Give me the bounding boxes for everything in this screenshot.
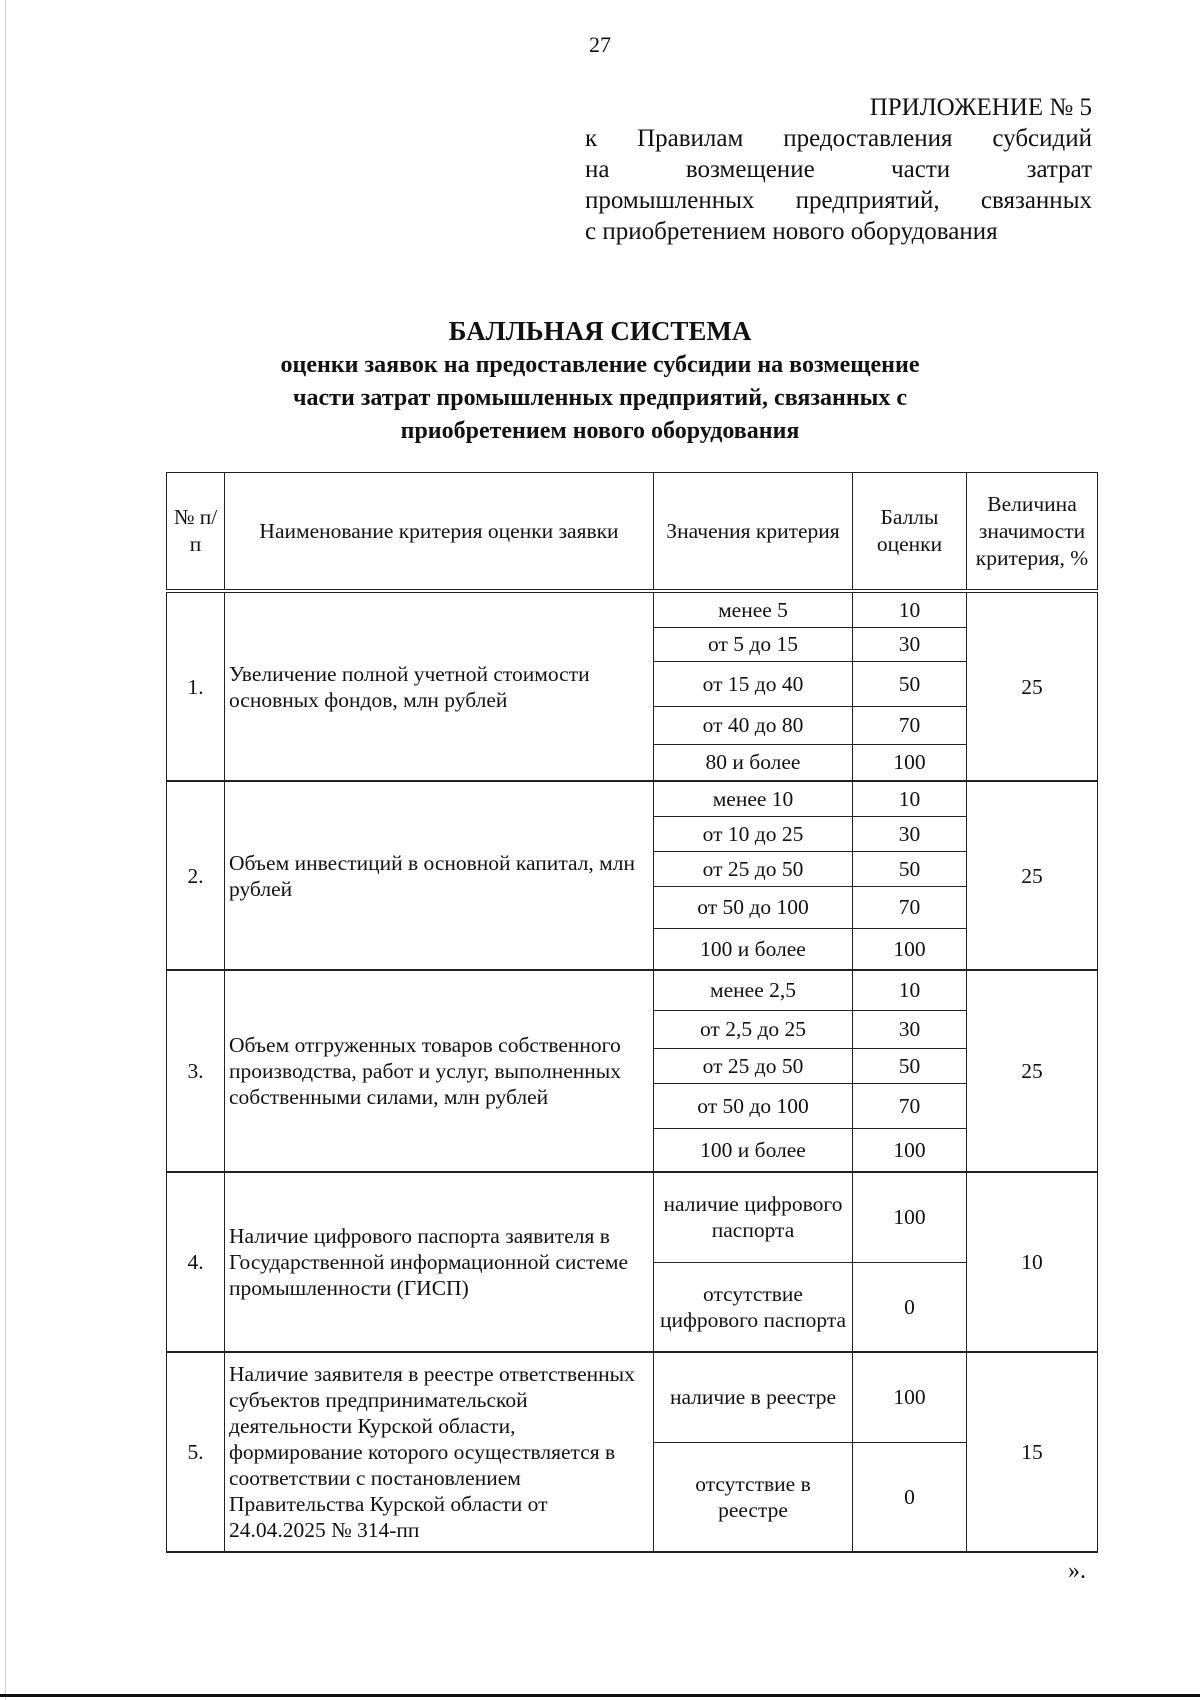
criterion-value: 100 и более <box>654 1128 853 1172</box>
appendix-line: промышленных предприятий, связанных <box>585 187 1092 214</box>
criterion-value: менее 2,5 <box>654 970 853 1010</box>
criterion-name: Увеличение полной учетной стоимости основных фондов, млн рублей <box>225 591 654 781</box>
criterion-points: 100 <box>853 744 967 781</box>
criterion-name: Наличие цифрового паспорта заявителя в Государственной информационной системе промышленности (ГИСП) <box>225 1172 654 1352</box>
criterion-points: 100 <box>853 1128 967 1172</box>
header-criterion-values: Значения критерия <box>654 473 853 592</box>
document-subtitle-line: части затрат промышленных предприятий, связанных с <box>292 385 908 411</box>
criterion-points: 50 <box>853 661 967 706</box>
appendix-title: ПРИЛОЖЕНИЕ № 5 <box>869 94 1092 121</box>
criterion-group-1 <box>167 591 1098 781</box>
header-weight: Величина значимости критерия, % <box>967 473 1098 592</box>
table-row <box>167 781 1098 816</box>
appendix-line: на возмещение части затрат <box>585 156 1092 183</box>
appendix-block <box>585 92 1092 247</box>
table-row <box>167 970 1098 1010</box>
criterion-value: наличие в реестре <box>654 1352 853 1442</box>
criterion-value: 80 и более <box>654 744 853 781</box>
criterion-name: Наличие заявителя в реестре ответственных субъектов предпринимательской деятельности Курской области, формирование которого осуществляется в соответствии с постановлением Правительства Курской области от 24.04.2025 № 314-пп <box>225 1352 654 1552</box>
criterion-value: от 5 до 15 <box>654 627 853 661</box>
criterion-group-2 <box>167 781 1098 970</box>
criterion-points: 10 <box>853 970 967 1010</box>
scan-edge-line <box>5 0 6 1700</box>
criterion-points: 30 <box>853 816 967 851</box>
criterion-points: 10 <box>853 591 967 627</box>
criterion-name: Объем отгруженных товаров собственного производства, работ и услуг, выполненных собственными силами, млн рублей <box>225 970 654 1172</box>
criterion-number: 4. <box>167 1172 225 1352</box>
criterion-value: от 50 до 100 <box>654 886 853 928</box>
criterion-points: 100 <box>853 928 967 970</box>
header-num: № п/п <box>167 473 225 592</box>
criterion-group-3 <box>167 970 1098 1172</box>
criterion-points: 50 <box>853 1048 967 1083</box>
criterion-value: менее 10 <box>654 781 853 816</box>
criterion-value: менее 5 <box>654 591 853 627</box>
criterion-points: 30 <box>853 627 967 661</box>
criterion-points: 0 <box>853 1442 967 1552</box>
criterion-value: от 10 до 25 <box>654 816 853 851</box>
criterion-weight: 25 <box>967 970 1098 1172</box>
criterion-points: 70 <box>853 886 967 928</box>
criterion-points: 100 <box>853 1172 967 1262</box>
document-subtitle-line: оценки заявок на предоставление субсидии на возмещение <box>280 352 920 378</box>
criterion-group-4 <box>167 1172 1098 1352</box>
criterion-value: от 40 до 80 <box>654 706 853 744</box>
criterion-value: наличие цифрового паспорта <box>654 1172 853 1262</box>
criterion-weight: 10 <box>967 1172 1098 1352</box>
criterion-number: 1. <box>167 591 225 781</box>
appendix-line: с приобретением нового оборудования <box>585 218 998 245</box>
criterion-weight: 25 <box>967 591 1098 781</box>
criterion-value: от 15 до 40 <box>654 661 853 706</box>
criterion-value: от 25 до 50 <box>654 851 853 886</box>
criterion-points: 50 <box>853 851 967 886</box>
criterion-value: 100 и более <box>654 928 853 970</box>
criterion-number: 2. <box>167 781 225 970</box>
criterion-points: 0 <box>853 1262 967 1352</box>
document-subtitle-line: приобретением нового оборудования <box>400 418 800 444</box>
table-row <box>167 1172 1098 1262</box>
criterion-weight: 15 <box>967 1352 1098 1552</box>
criterion-points: 70 <box>853 1083 967 1128</box>
criterion-value: отсутствие цифрового паспорта <box>654 1262 853 1352</box>
page-bottom-edge <box>0 1694 1200 1697</box>
criterion-value: от 50 до 100 <box>654 1083 853 1128</box>
criterion-points: 30 <box>853 1010 967 1048</box>
criterion-value: отсутствие в реестре <box>654 1442 853 1552</box>
document-heading <box>150 313 1050 448</box>
criterion-weight: 25 <box>967 781 1098 970</box>
header-criterion-name: Наименование критерия оценки заявки <box>225 473 654 592</box>
criterion-number: 3. <box>167 970 225 1172</box>
criterion-points: 70 <box>853 706 967 744</box>
criterion-name: Объем инвестиций в основной капитал, млн рублей <box>225 781 654 970</box>
scoring-table <box>166 472 1098 1553</box>
page-number: 27 <box>589 32 611 57</box>
criterion-value: от 25 до 50 <box>654 1048 853 1083</box>
closing-quote-mark: ». <box>1068 1558 1086 1584</box>
criterion-points: 100 <box>853 1352 967 1442</box>
appendix-line: к Правилам предоставления субсидий <box>585 125 1092 152</box>
table-header-row <box>167 473 1098 592</box>
document-title: БАЛЛЬНАЯ СИСТЕМА <box>448 316 752 346</box>
header-points: Баллы оценки <box>853 473 967 592</box>
criterion-value: от 2,5 до 25 <box>654 1010 853 1048</box>
table-row <box>167 591 1098 627</box>
table-row <box>167 1352 1098 1442</box>
criterion-points: 10 <box>853 781 967 816</box>
criterion-number: 5. <box>167 1352 225 1552</box>
criterion-group-5 <box>167 1352 1098 1552</box>
